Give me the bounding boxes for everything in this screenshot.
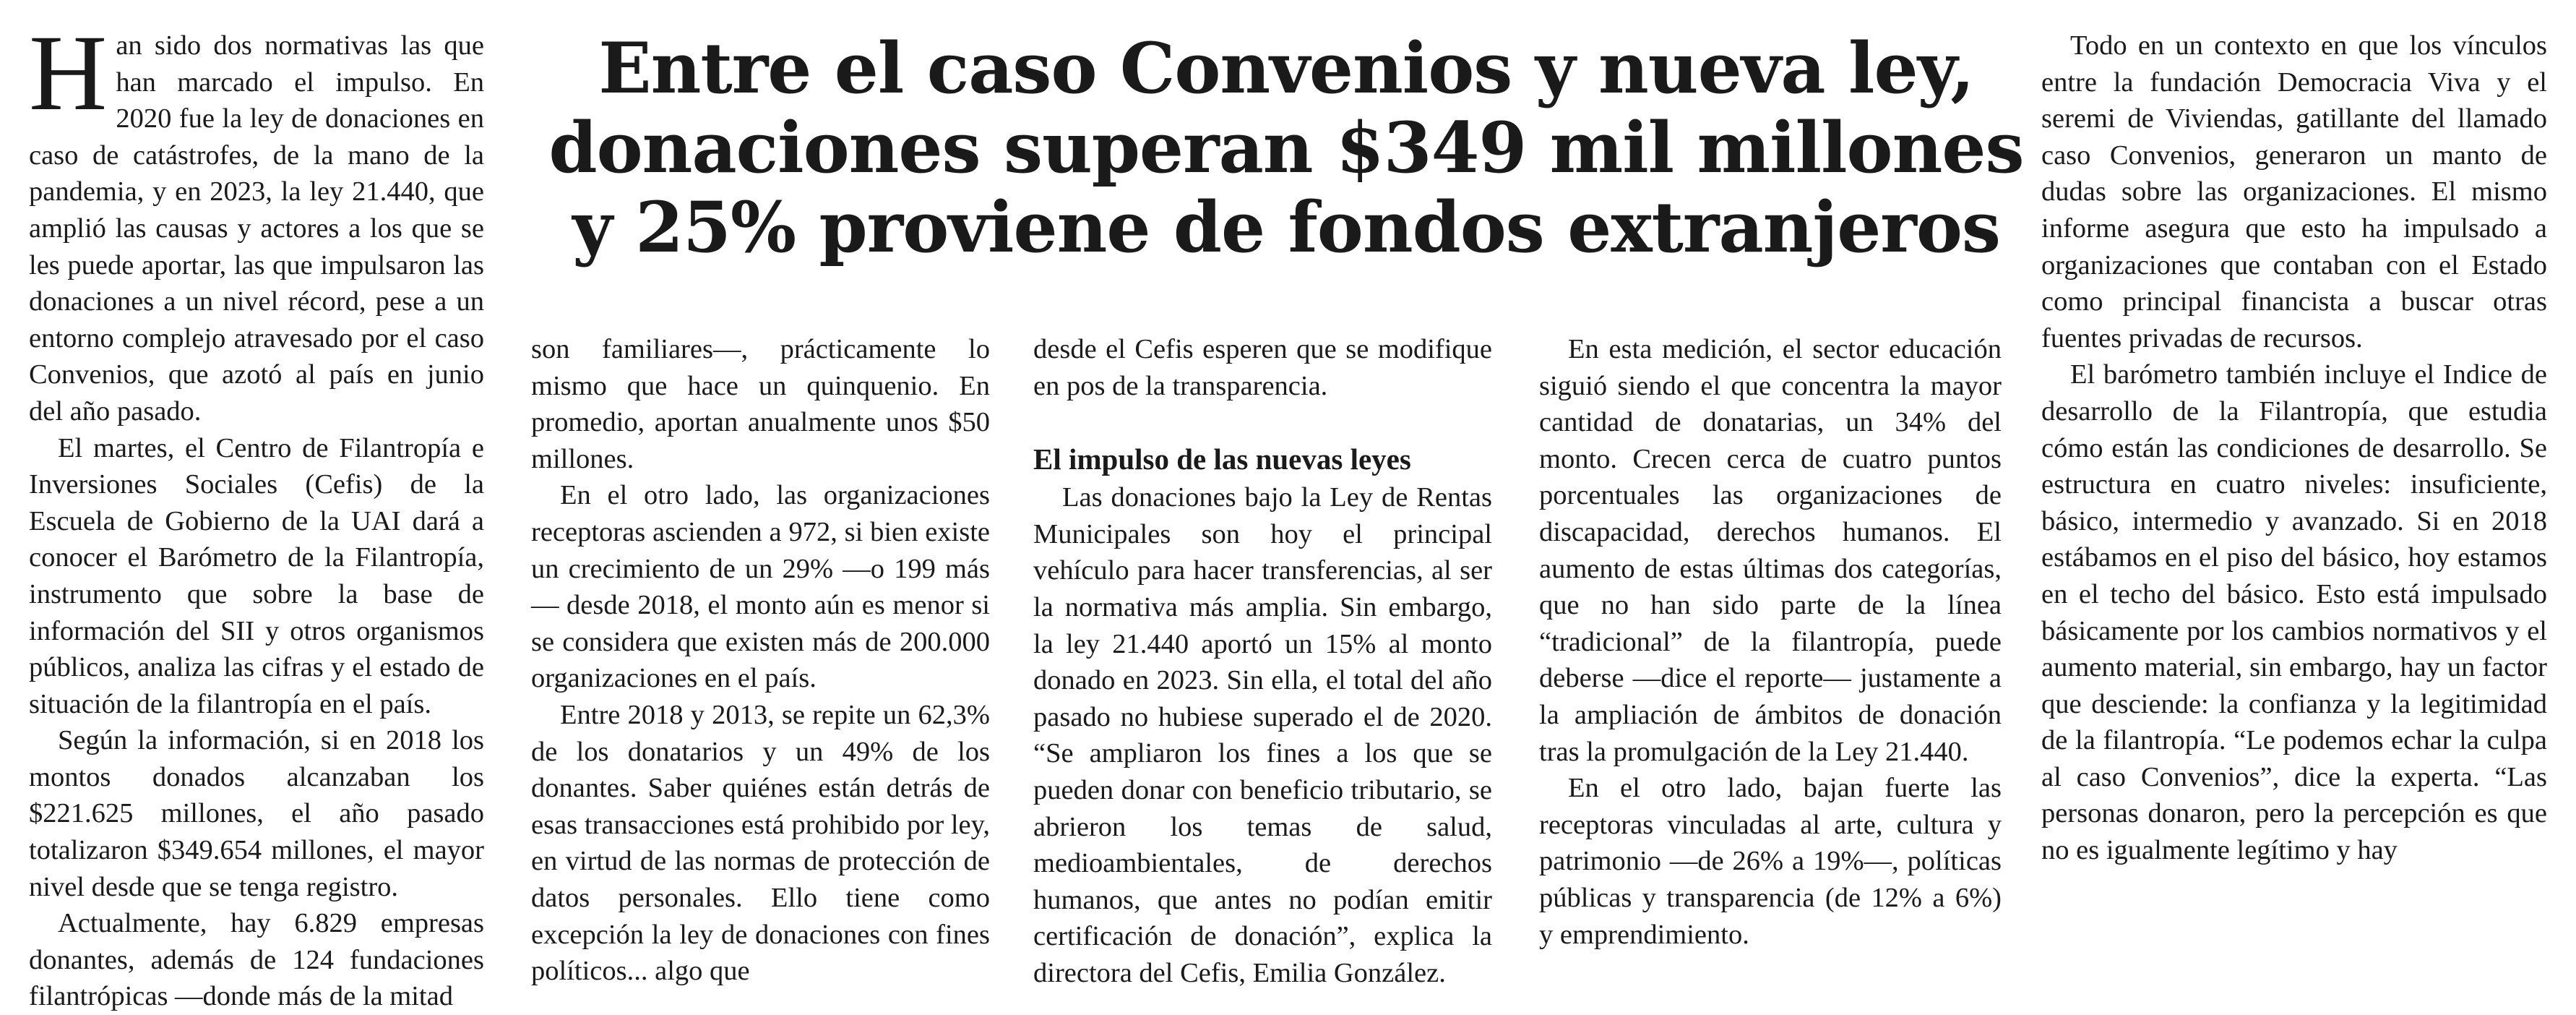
headline: [531, 29, 2041, 267]
section-subheading: El impulso de las nuevas leyes: [1033, 442, 1411, 476]
paragraph: desde el Cefis esperen que se modifique en pos de la transparencia.: [1033, 334, 1492, 401]
article-column-4: [1539, 331, 2002, 950]
headline-line-2: donaciones superan $349 mil millones: [548, 107, 2024, 189]
paragraph: El martes, el Centro de Filantropía e Inversiones Sociales (Cefis) de la Escuela de Gobierno de la UAI dará a conocer el Barómetro de la Filantropía, instrumento que sobre la base de información del SII y otros organismos públicos, analiza las cifras y el estado de situación de la filantropía en el país.: [29, 432, 484, 719]
paragraph: son familiares—, prácticamente lo mismo que hace un quinquenio. En promedio, aportan anualmente unos $50 millones.: [531, 334, 990, 474]
drop-cap: H: [29, 13, 108, 133]
paragraph-text: an sido dos normativas las que han marcado el impulso. En 2020 fue la ley de donaciones en caso de catástrofes, de la mano de la pandemia, y en 2023, la ley 21.440, que amplió las causas y actores a los que se les puede aportar, las que impulsaron las donaciones a un nivel récord, pese a un entorno complejo atravesado por el caso Convenios, que azotó al país en junio del año pasado.: [29, 30, 484, 427]
paragraph: En el otro lado, las organizaciones receptoras ascienden a 972, si bien existe un crecimiento de un 29% —o 199 más— desde 2018, el monto aún es menor si se considera que existen más de 200.000 organizaciones en el país.: [531, 480, 990, 694]
paragraph: El barómetro también incluye el Indice de desarrollo de la Filantropía, que estudia cómo están las condiciones de desarrollo. Se estructura en cuatro niveles: insuficiente, básico, intermedio y avanzado. Si en 2018 estábamos en el piso del básico, hoy estamos en el techo del básico. Esto está impulsado básicamente por los cambios normativos y el aumento material, sin embargo, hay un factor que desciende: la confianza y la legitimidad de la filantropía. “Le podemos echar la culpa al caso Convenios”, dice la experta. “Las personas donaron, pero la percepción es que no es igualmente legítimo y hay: [2041, 359, 2547, 866]
headline-line-1: Entre el caso Convenios y nueva ley,: [598, 27, 1974, 109]
paragraph: Entre 2018 y 2013, se repite un 62,3% de los donatarios y un 49% de los donantes. Saber quiénes están detrás de esas transacciones está prohibido por ley, en virtud de las normas de protección de datos personales. Ello tiene como excepción la ley de donaciones con fines políticos... algo que: [531, 699, 990, 987]
article-column-1: [29, 13, 484, 1012]
paragraph: Según la información, si en 2018 los montos donados alcanzaban los $221.625 millones, el año pasado totalizaron $349.654 millones, el mayor nivel desde que se tenga registro.: [29, 725, 484, 902]
headline-line-3: y 25% proviene de fondos extranjeros: [572, 187, 2000, 268]
paragraph: Actualmente, hay 6.829 empresas donantes, además de 124 fundaciones filantrópicas —donde más de la mitad: [29, 908, 484, 1012]
paragraph: [29, 13, 484, 430]
article-column-2: [531, 331, 990, 987]
paragraph: En esta medición, el sector educación siguió siendo el que concentra la mayor cantidad de donatarias, un 34% del monto. Crecen cerca de cuatro puntos porcentuales las organizaciones de discapacidad, derechos humanos. El aumento de estas últimas dos categorías, que no han sido parte de la línea “tradicional” de la filantropía, puede deberse —dice el reporte— justamente a la ampliación de ámbitos de donación tras la promulgación de la Ley 21.440.: [1539, 334, 2002, 767]
paragraph: En el otro lado, bajan fuerte las receptoras vinculadas al arte, cultura y patrimonio —de 26% a 19%—, políticas públicas y transparencia (de 12% a 6%) y emprendimiento.: [1539, 773, 2002, 950]
paragraph: Las donaciones bajo la Ley de Rentas Municipales son hoy el principal vehículo para hacer transferencias, al ser la normativa más amplia. Sin embargo, la ley 21.440 aportó un 15% al monto donado en 2023. Sin ella, el total del año pasado no hubiese superado el de 2020. “Se ampliaron los fines a los que se pueden donar con beneficio tributario, se abrieron los temas de salud, medioambientales, de derechos humanos, que antes no podían emitir certificación de donación”, explica la directora del Cefis, Emilia González.: [1033, 482, 1492, 988]
article-column-5: [2041, 27, 2547, 938]
paragraph: Todo en un contexto en que los vínculos entre la fundación Democracia Viva y el seremi de Viviendas, gatillante del llamado caso Convenios, generaron un manto de dudas sobre las organizaciones. El mismo informe asegura que esto ha impulsado a organizaciones que contaban con el Estado como principal financista a buscar otras fuentes privadas de recursos.: [2041, 30, 2547, 354]
article-column-3: [1033, 331, 1492, 988]
